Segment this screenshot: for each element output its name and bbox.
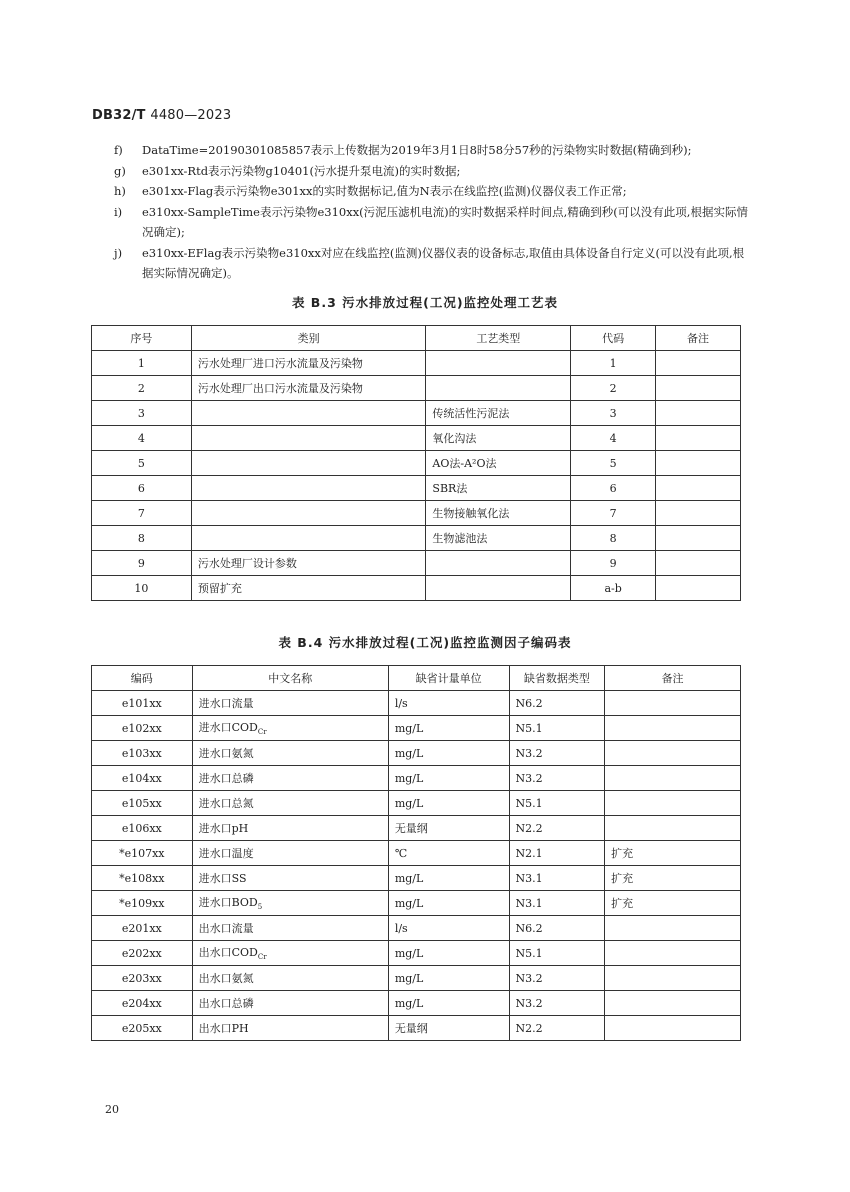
name-text: 出水口总磷: [198, 997, 254, 1010]
name-text: 进水口BOD: [198, 896, 258, 910]
type-cell: N5.1: [509, 716, 605, 741]
table-cell: 9: [571, 551, 656, 576]
table-header-row: [92, 326, 741, 351]
list-item: [92, 140, 752, 161]
table-cell: [656, 376, 741, 401]
table-cell: 污水处理厂出口污水流量及污染物: [191, 376, 426, 401]
name-cell: [192, 691, 388, 716]
name-text: 出水口流量: [198, 922, 254, 935]
table-row: [92, 866, 741, 891]
table-cell: [426, 351, 571, 376]
table-cell: 8: [92, 526, 192, 551]
code-cell: e204xx: [92, 991, 193, 1016]
table-cell: 7: [92, 501, 192, 526]
item-list: [92, 140, 752, 284]
table-row: [92, 401, 741, 426]
unit-cell: mg/L: [388, 741, 509, 766]
table-cell: [656, 576, 741, 601]
name-text: 进水口COD: [198, 721, 258, 735]
table-cell: [656, 551, 741, 576]
unit-cell: l/s: [388, 691, 509, 716]
name-text: 出水口氨氮: [198, 972, 254, 985]
note-cell: 扩充: [605, 891, 741, 916]
code-cell: e106xx: [92, 816, 193, 841]
standard-number: 4480—2023: [150, 108, 232, 123]
unit-cell: l/s: [388, 916, 509, 941]
code-cell: e205xx: [92, 1016, 193, 1041]
type-cell: N5.1: [509, 941, 605, 966]
name-cell: [192, 816, 388, 841]
unit-cell: ℃: [388, 841, 509, 866]
type-cell: N3.1: [509, 866, 605, 891]
table-cell: 传统活性污泥法: [426, 401, 571, 426]
table-row: [92, 716, 741, 741]
table-cell: 4: [92, 426, 192, 451]
table-row: [92, 816, 741, 841]
process-table: [91, 325, 741, 601]
table-cell: 2: [92, 376, 192, 401]
name-cell: [192, 841, 388, 866]
table-cell: [656, 351, 741, 376]
unit-cell: mg/L: [388, 866, 509, 891]
name-cell: [192, 716, 388, 741]
table-row: [92, 841, 741, 866]
table-row: [92, 351, 741, 376]
note-cell: [605, 816, 741, 841]
table-cell: [191, 501, 426, 526]
list-item: [92, 202, 752, 243]
table-cell: 10: [92, 576, 192, 601]
item-label: f): [114, 143, 123, 157]
code-cell: *e109xx: [92, 891, 193, 916]
table-cell: 5: [92, 451, 192, 476]
standard-code: DB32/T: [92, 108, 146, 123]
table-cell: 1: [571, 351, 656, 376]
name-text: 进水口氨氮: [198, 747, 254, 760]
column-header: 类别: [191, 326, 426, 351]
item-label: i): [114, 204, 123, 219]
table-cell: [191, 401, 426, 426]
unit-cell: mg/L: [388, 891, 509, 916]
note-cell: [605, 791, 741, 816]
note-cell: [605, 916, 741, 941]
item-text: e301xx-Rtd表示污染物g10401(污水提升泵电流)的实时数据;: [142, 163, 461, 178]
table-cell: 6: [92, 476, 192, 501]
item-label: g): [114, 163, 126, 178]
note-cell: [605, 1016, 741, 1041]
table-cell: [191, 451, 426, 476]
type-cell: N2.1: [509, 841, 605, 866]
list-item: [92, 161, 752, 182]
code-cell: e201xx: [92, 916, 193, 941]
table-cell: 污水处理厂设计参数: [191, 551, 426, 576]
table4-caption: 表 B.4 污水排放过程(工况)监控监测因子编码表: [278, 635, 572, 650]
item-text: DataTime=20190301085857表示上传数据为2019年3月1日8时58分57秒的污染物实时数据(精确到秒);: [142, 143, 692, 157]
table-row: [92, 376, 741, 401]
code-cell: *e107xx: [92, 841, 193, 866]
note-cell: [605, 966, 741, 991]
table-cell: 6: [571, 476, 656, 501]
table-cell: 8: [571, 526, 656, 551]
table-cell: [426, 376, 571, 401]
unit-cell: 无量纲: [388, 816, 509, 841]
type-cell: N2.2: [509, 1016, 605, 1041]
name-cell: [192, 916, 388, 941]
name-cell: [192, 866, 388, 891]
table-row: [92, 966, 741, 991]
table-cell: 3: [571, 401, 656, 426]
table-cell: [191, 426, 426, 451]
note-cell: [605, 741, 741, 766]
unit-cell: mg/L: [388, 766, 509, 791]
table-row: [92, 916, 741, 941]
table-header-row: [92, 666, 741, 691]
code-cell: e103xx: [92, 741, 193, 766]
note-cell: [605, 766, 741, 791]
process-table-body: [92, 351, 741, 601]
name-subscript: 5: [257, 903, 263, 912]
name-subscript: Cr: [257, 728, 267, 737]
code-cell: *e108xx: [92, 866, 193, 891]
column-header: 缺省数据类型: [509, 666, 605, 691]
factor-code-table: [91, 665, 741, 1041]
column-header: 备注: [656, 326, 741, 351]
unit-cell: mg/L: [388, 716, 509, 741]
item-label: h): [114, 184, 126, 198]
unit-cell: mg/L: [388, 941, 509, 966]
name-text: 进水口流量: [198, 697, 254, 710]
column-header: 中文名称: [192, 666, 388, 691]
note-cell: [605, 941, 741, 966]
name-cell: [192, 791, 388, 816]
document-header: [92, 108, 231, 123]
name-text: 进水口温度: [198, 847, 254, 860]
table-cell: [656, 451, 741, 476]
table-cell: 生物滤池法: [426, 526, 571, 551]
name-cell: [192, 766, 388, 791]
table-row: [92, 766, 741, 791]
name-text: 进水口pH: [198, 822, 249, 835]
name-cell: [192, 891, 388, 916]
list-item: [92, 243, 752, 284]
column-header: 工艺类型: [426, 326, 571, 351]
type-cell: N3.2: [509, 741, 605, 766]
name-text: 进水口总氮: [198, 797, 254, 810]
table-cell: [656, 476, 741, 501]
table-cell: [191, 476, 426, 501]
name-cell: [192, 941, 388, 966]
table-cell: [426, 551, 571, 576]
page-number: 20: [105, 1103, 119, 1116]
unit-cell: mg/L: [388, 791, 509, 816]
table-cell: 1: [92, 351, 192, 376]
table-row: [92, 526, 741, 551]
table-row: [92, 501, 741, 526]
table-cell: 预留扩充: [191, 576, 426, 601]
table-row: [92, 1016, 741, 1041]
table-row: [92, 891, 741, 916]
type-cell: N3.2: [509, 991, 605, 1016]
list-item: [92, 181, 752, 202]
table-cell: 7: [571, 501, 656, 526]
table-cell: AO法-A²O法: [426, 451, 571, 476]
unit-cell: mg/L: [388, 966, 509, 991]
column-header: 编码: [92, 666, 193, 691]
note-cell: 扩充: [605, 841, 741, 866]
column-header: 备注: [605, 666, 741, 691]
table-cell: [656, 501, 741, 526]
code-cell: e102xx: [92, 716, 193, 741]
table-cell: [656, 401, 741, 426]
name-cell: [192, 966, 388, 991]
item-text: e301xx-Flag表示污染物e301xx的实时数据标记,值为N表示在线监控(监测)仪器仪表工作正常;: [142, 184, 627, 198]
type-cell: N6.2: [509, 691, 605, 716]
name-text: 进水口总磷: [198, 772, 254, 785]
table-cell: [191, 526, 426, 551]
code-cell: e203xx: [92, 966, 193, 991]
item-label: j): [114, 245, 123, 260]
name-subscript: Cr: [257, 953, 267, 962]
name-cell: [192, 741, 388, 766]
note-cell: [605, 716, 741, 741]
column-header: 缺省计量单位: [388, 666, 509, 691]
code-cell: e105xx: [92, 791, 193, 816]
table-cell: a-b: [571, 576, 656, 601]
table-cell: 污水处理厂进口污水流量及污染物: [191, 351, 426, 376]
table-row: [92, 741, 741, 766]
table-row: [92, 551, 741, 576]
table-cell: [426, 576, 571, 601]
type-cell: N3.2: [509, 966, 605, 991]
note-cell: [605, 691, 741, 716]
table-cell: 3: [92, 401, 192, 426]
code-cell: e202xx: [92, 941, 193, 966]
table-cell: [656, 426, 741, 451]
unit-cell: mg/L: [388, 991, 509, 1016]
unit-cell: 无量纲: [388, 1016, 509, 1041]
item-text: e310xx-SampleTime表示污染物e310xx(污泥压滤机电流)的实时数据采样时间点,精确到秒(可以没有此项,根据实际情况确定);: [142, 204, 748, 239]
table-cell: 9: [92, 551, 192, 576]
column-header: 代码: [571, 326, 656, 351]
table3-caption: 表 B.3 污水排放过程(工况)监控处理工艺表: [291, 295, 559, 310]
type-cell: N3.2: [509, 766, 605, 791]
table-row: [92, 426, 741, 451]
table-row: [92, 451, 741, 476]
item-text: e310xx-EFlag表示污染物e310xx对应在线监控(监测)仪器仪表的设备标志,取值由具体设备自行定义(可以没有此项,根据实际情况确定)。: [142, 245, 745, 280]
table-row: [92, 691, 741, 716]
table-row: [92, 991, 741, 1016]
table-row: [92, 576, 741, 601]
name-text: 出水口PH: [198, 1022, 249, 1035]
table-row: [92, 941, 741, 966]
table-row: [92, 791, 741, 816]
table-cell: 2: [571, 376, 656, 401]
type-cell: N3.1: [509, 891, 605, 916]
table-cell: 4: [571, 426, 656, 451]
note-cell: 扩充: [605, 866, 741, 891]
type-cell: N2.2: [509, 816, 605, 841]
name-cell: [192, 991, 388, 1016]
type-cell: N6.2: [509, 916, 605, 941]
table-row: [92, 476, 741, 501]
table-cell: SBR法: [426, 476, 571, 501]
type-cell: N5.1: [509, 791, 605, 816]
note-cell: [605, 991, 741, 1016]
name-text: 出水口COD: [198, 946, 258, 960]
code-cell: e101xx: [92, 691, 193, 716]
name-cell: [192, 1016, 388, 1041]
factor-code-table-body: [92, 691, 741, 1041]
table-cell: 生物接触氧化法: [426, 501, 571, 526]
table-cell: 5: [571, 451, 656, 476]
code-cell: e104xx: [92, 766, 193, 791]
column-header: 序号: [92, 326, 192, 351]
name-text: 进水口SS: [198, 872, 247, 885]
table-cell: [656, 526, 741, 551]
table-cell: 氧化沟法: [426, 426, 571, 451]
